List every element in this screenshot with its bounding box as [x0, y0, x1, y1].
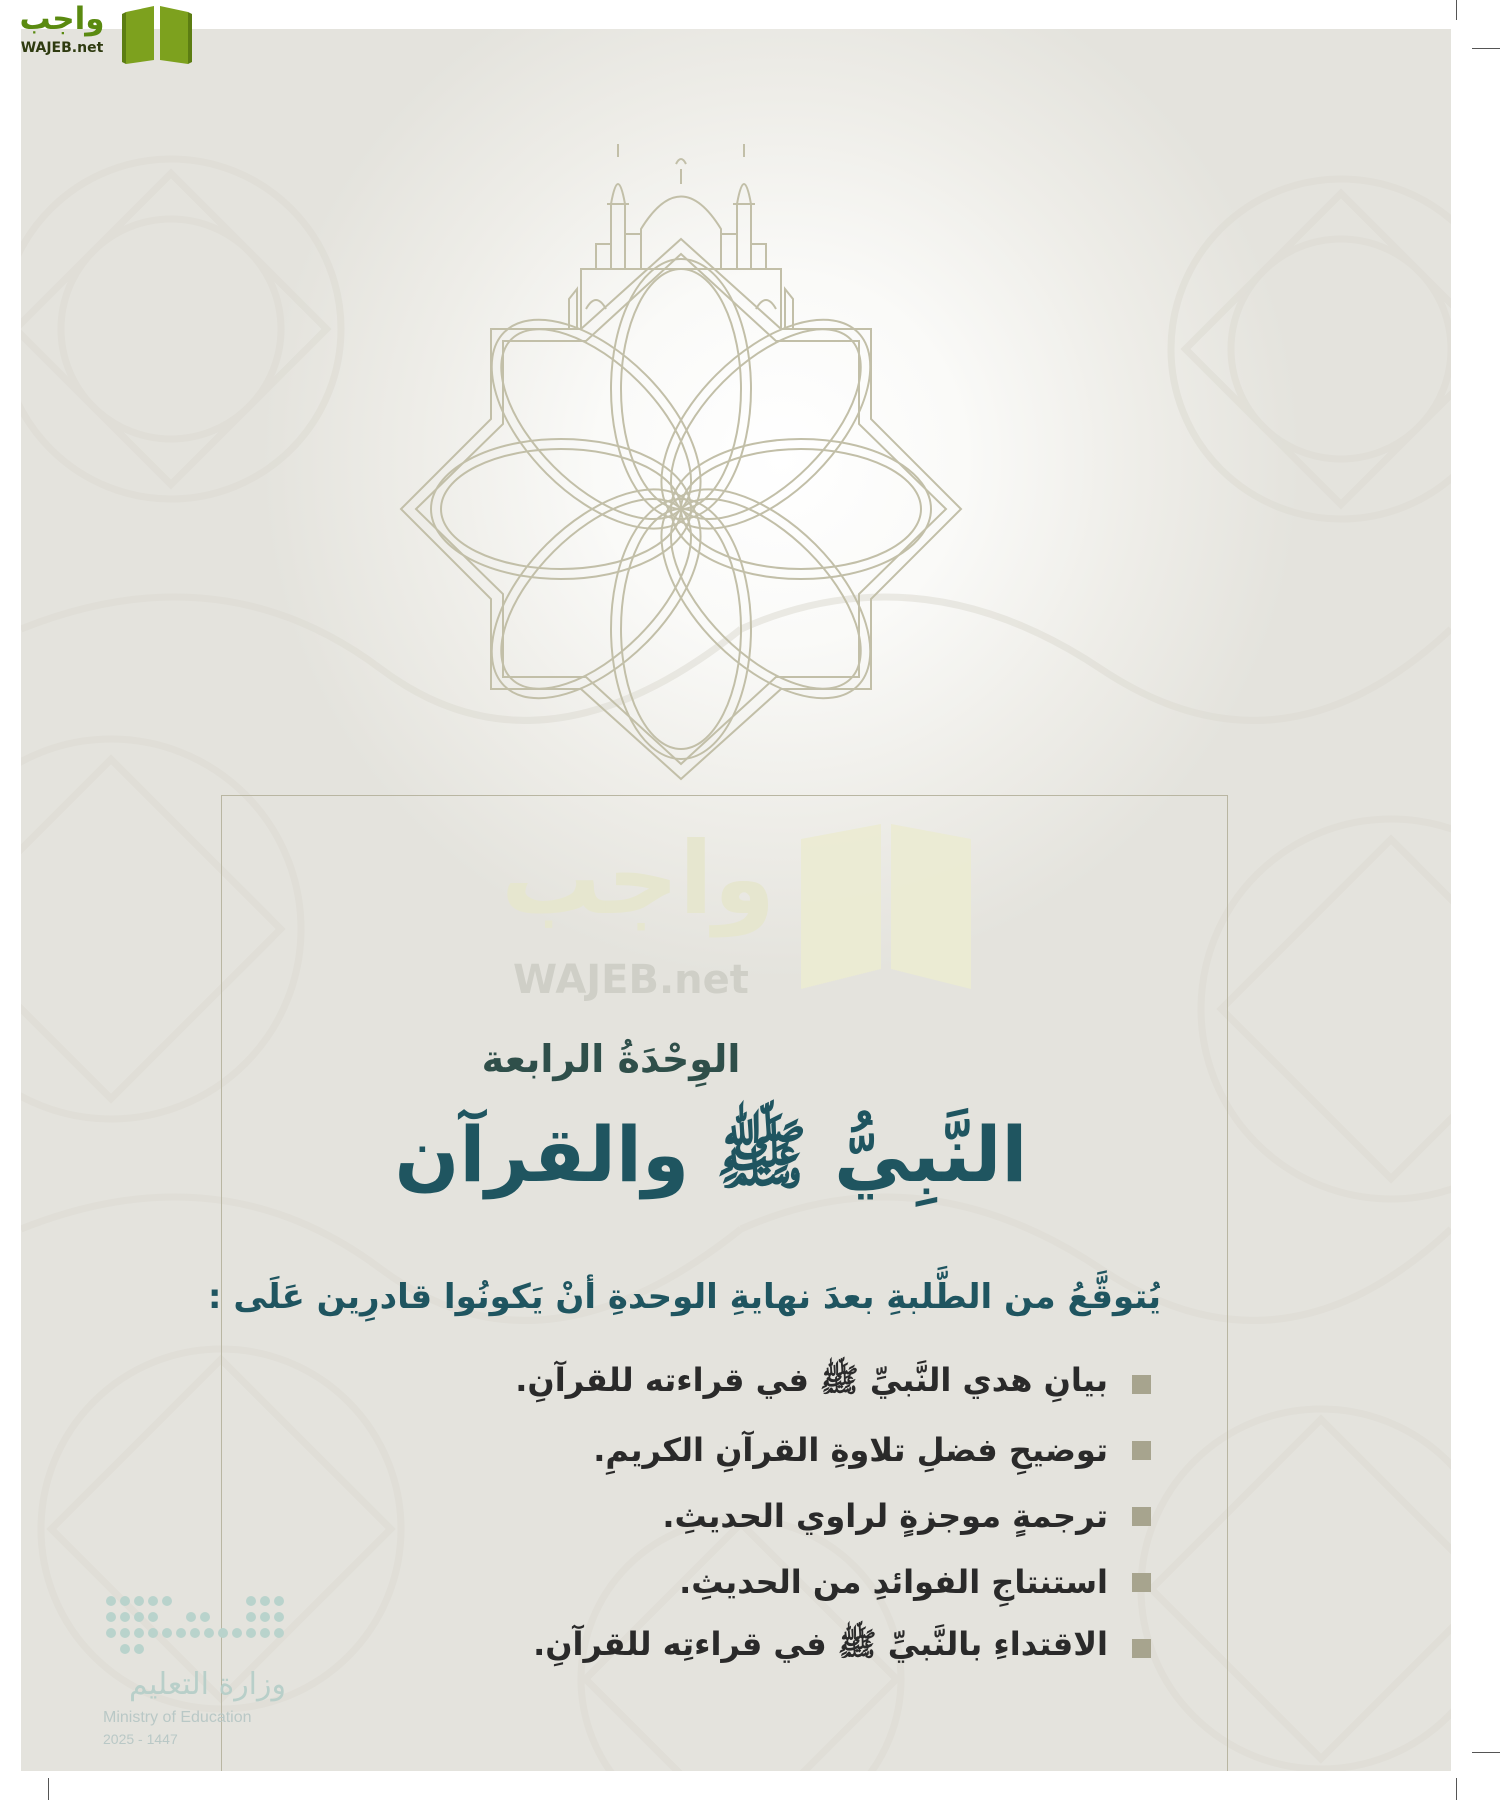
square-bullet-icon	[1132, 1507, 1151, 1526]
unit-title: النَّبِيُّ ﷺ والقرآن	[394, 1110, 1028, 1199]
crop-mark	[1472, 48, 1500, 49]
logo-text-ar: واجب	[19, 1, 105, 37]
crop-mark	[1456, 1778, 1457, 1800]
ministry-year: 2025 - 1447	[103, 1731, 178, 1747]
square-bullet-icon	[1132, 1441, 1151, 1460]
ministry-name-ar: وزارة التعليم	[128, 1667, 286, 1702]
objective-text: بيانِ هدي النَّبيِّ ﷺ في قراءته للقرآنِ.	[515, 1361, 1108, 1399]
crop-mark	[1456, 0, 1457, 20]
list-item	[381, 1483, 1151, 1549]
watermark-text-en: WAJEB.net	[513, 957, 749, 1003]
objectives-list	[381, 1351, 1151, 1681]
square-bullet-icon	[1132, 1639, 1151, 1658]
square-bullet-icon	[1132, 1573, 1151, 1592]
watermark-text-ar: واجب	[501, 820, 776, 937]
unit-label: الوِحْدَةُ الرابعة	[481, 1037, 741, 1081]
crop-mark	[1472, 1752, 1500, 1753]
ministry-name-en: Ministry of Education	[103, 1709, 252, 1726]
objective-text: استنتاجِ الفوائدِ من الحديثِ.	[679, 1563, 1108, 1601]
mosque-icon	[569, 144, 793, 329]
square-bullet-icon	[1132, 1375, 1151, 1394]
objective-text: الاقتداءِ بالنَّبيِّ ﷺ في قراءتِه للقرآنِ.	[533, 1625, 1108, 1663]
objectives-intro: يُتوقَّعُ من الطَّلبةِ بعدَ نهايةِ الوحدةِ أنْ يَكونُوا قادرِين عَلَى :	[207, 1277, 1161, 1317]
objective-text: ترجمةٍ موجزةٍ لراوي الحديثِ.	[662, 1497, 1108, 1535]
logo-text-en: WAJEB.net	[20, 40, 104, 56]
book-page	[21, 29, 1451, 1771]
list-item	[381, 1351, 1151, 1417]
list-item	[381, 1615, 1151, 1681]
list-item	[381, 1417, 1151, 1483]
list-item	[381, 1549, 1151, 1615]
crop-mark	[48, 1778, 49, 1800]
objective-text: توضيحِ فضلِ تلاوةِ القرآنِ الكريمِ.	[593, 1431, 1108, 1469]
